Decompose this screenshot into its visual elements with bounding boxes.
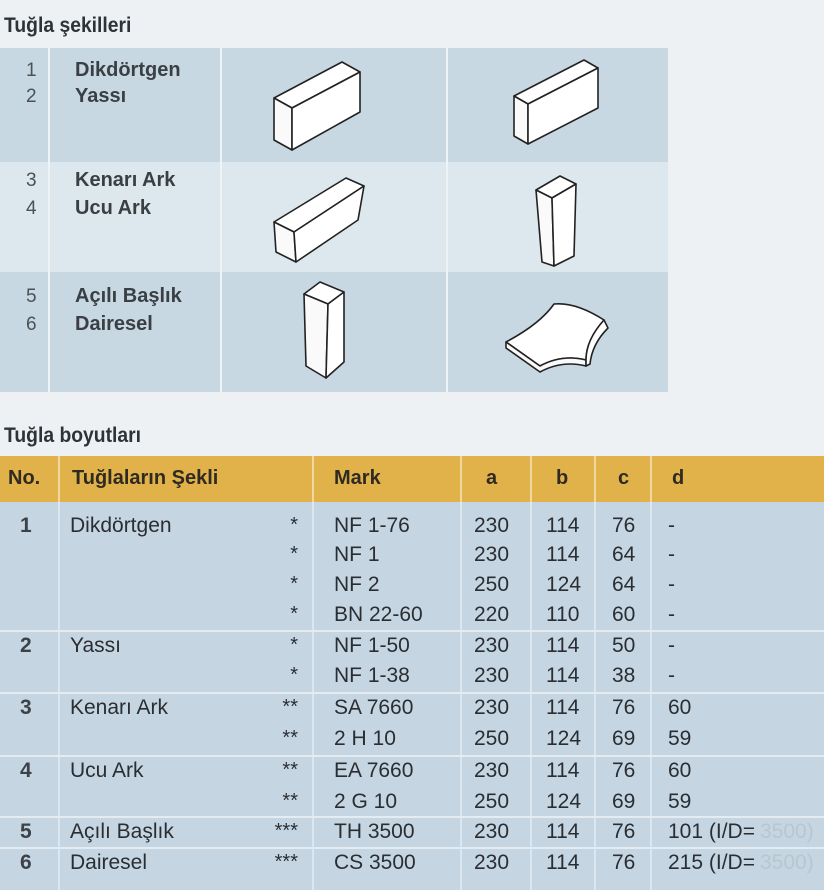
- cell-b: 114: [546, 820, 580, 843]
- cell-mark: 2 H 10: [334, 727, 396, 750]
- cell-no: 2: [20, 634, 32, 657]
- cell-d-faded: 3500): [760, 851, 814, 874]
- divider: [312, 456, 314, 502]
- column-header-no: No.: [8, 467, 41, 489]
- shape-label: Açılı Başlık: [75, 285, 182, 307]
- shape-number: 1: [26, 60, 37, 81]
- cell-d: 60: [668, 759, 692, 782]
- cell-c: 50: [612, 634, 636, 657]
- cell-a: 250: [474, 573, 510, 596]
- shape-label: Dairesel: [75, 313, 153, 335]
- cell-stars: *: [290, 603, 298, 625]
- cell-d: -: [668, 634, 675, 657]
- cell-a: 230: [474, 634, 510, 657]
- cell-mark: NF 1-76: [334, 514, 410, 537]
- cell-c: 76: [612, 696, 636, 719]
- divider: [530, 502, 532, 890]
- cell-no: 4: [20, 759, 32, 782]
- table-header: [0, 456, 824, 502]
- cell-stars: *: [290, 543, 298, 565]
- column-header-shape: Tuğlaların Şekli: [72, 467, 219, 489]
- cell-b: 114: [546, 514, 580, 537]
- cell-a: 250: [474, 727, 510, 750]
- cell-c: 69: [612, 790, 636, 813]
- cell-c: 60: [612, 603, 636, 626]
- cell-d: 59: [668, 790, 692, 813]
- divider: [58, 502, 60, 890]
- cell-d: 101 (I/D=: [668, 820, 755, 843]
- shape-number: 2: [26, 86, 37, 107]
- cell-a: 230: [474, 664, 510, 687]
- cell-b: 124: [546, 790, 582, 813]
- cell-no: 6: [20, 851, 32, 874]
- cell-c: 69: [612, 727, 636, 750]
- divider: [446, 48, 448, 392]
- table-body: [0, 502, 824, 890]
- side-arch-brick-illustration: [268, 170, 372, 270]
- cell-mark: NF 2: [334, 573, 380, 596]
- cell-b: 114: [546, 759, 580, 782]
- cell-d: -: [668, 514, 675, 537]
- cell-d: -: [668, 664, 675, 687]
- cell-mark: BN 22-60: [334, 603, 423, 626]
- shape-number: 3: [26, 170, 37, 191]
- shape-number: 5: [26, 286, 37, 307]
- cell-c: 76: [612, 851, 636, 874]
- cell-mark: EA 7660: [334, 759, 414, 782]
- cell-d: -: [668, 543, 675, 566]
- cell-stars: **: [282, 790, 298, 812]
- shape-label: Yassı: [75, 85, 127, 107]
- cell-a: 230: [474, 759, 510, 782]
- row-divider: [0, 847, 824, 849]
- cell-a: 230: [474, 851, 510, 874]
- section-title-shapes: Tuğla şekilleri: [4, 14, 132, 37]
- cell-stars: *: [290, 664, 298, 686]
- cell-a: 250: [474, 790, 510, 813]
- cell-a: 220: [474, 603, 510, 626]
- cell-mark: NF 1-38: [334, 664, 410, 687]
- divider: [594, 502, 596, 890]
- cell-b: 110: [546, 603, 580, 626]
- divider: [530, 456, 532, 502]
- cell-b: 114: [546, 543, 580, 566]
- cell-shape: Dikdörtgen: [70, 514, 172, 537]
- cell-shape: Kenarı Ark: [70, 696, 169, 719]
- cell-mark: SA 7660: [334, 696, 414, 719]
- cell-no: 5: [20, 820, 32, 843]
- cell-b: 114: [546, 634, 580, 657]
- cell-stars: *: [290, 573, 298, 595]
- divider: [58, 456, 60, 502]
- end-arch-brick-illustration: [528, 172, 588, 272]
- divider: [594, 456, 596, 502]
- column-header-d: d: [672, 467, 685, 489]
- shape-label: Ucu Ark: [75, 197, 151, 219]
- cell-stars: **: [282, 727, 298, 749]
- cell-a: 230: [474, 696, 510, 719]
- cell-d: -: [668, 573, 675, 596]
- cell-no: 3: [20, 696, 32, 719]
- divider: [460, 502, 462, 890]
- row-divider: [0, 630, 824, 632]
- rectangular-brick-illustration: [268, 56, 368, 166]
- divider: [220, 48, 222, 392]
- cell-c: 64: [612, 543, 636, 566]
- column-header-mark: Mark: [334, 467, 381, 489]
- cell-shape: Açılı Başlık: [70, 820, 174, 843]
- shape-number: 6: [26, 314, 37, 335]
- cell-a: 230: [474, 820, 510, 843]
- cell-shape: Dairesel: [70, 851, 148, 874]
- cell-mark: NF 1-50: [334, 634, 410, 657]
- column-header-b: b: [556, 467, 569, 489]
- cell-c: 76: [612, 514, 636, 537]
- divider: [312, 502, 314, 890]
- cell-d-faded: 3500): [760, 820, 814, 843]
- cell-d: 59: [668, 727, 692, 750]
- divider: [650, 456, 652, 502]
- cell-shape: Yassı: [70, 634, 121, 657]
- cell-c: 38: [612, 664, 636, 687]
- cell-mark: TH 3500: [334, 820, 415, 843]
- cell-a: 230: [474, 514, 510, 537]
- section-title-dimensions: Tuğla boyutları: [4, 424, 142, 447]
- row-divider: [0, 816, 824, 818]
- cell-a: 230: [474, 543, 510, 566]
- cell-b: 124: [546, 727, 582, 750]
- cell-c: 76: [612, 759, 636, 782]
- cell-b: 114: [546, 851, 580, 874]
- cell-d: 215 (I/D=: [668, 851, 755, 874]
- column-header-c: c: [618, 467, 630, 489]
- cell-d: 60: [668, 696, 692, 719]
- cell-mark: NF 1: [334, 543, 380, 566]
- cell-stars: *: [290, 634, 298, 656]
- cell-b: 114: [546, 696, 580, 719]
- cell-d: -: [668, 603, 675, 626]
- circular-brick-illustration: [500, 280, 620, 380]
- flat-brick-illustration: [508, 56, 608, 166]
- cell-c: 64: [612, 573, 636, 596]
- column-header-a: a: [486, 467, 498, 489]
- divider: [460, 456, 462, 502]
- angled-header-brick-illustration: [296, 278, 356, 384]
- shape-label: Kenarı Ark: [75, 169, 176, 191]
- cell-b: 114: [546, 664, 580, 687]
- cell-stars: ***: [274, 851, 298, 873]
- cell-mark: 2 G 10: [334, 790, 398, 813]
- cell-mark: CS 3500: [334, 851, 416, 874]
- row-divider: [0, 755, 824, 757]
- shape-number: 4: [26, 198, 37, 219]
- cell-c: 76: [612, 820, 636, 843]
- cell-stars: ***: [274, 820, 298, 842]
- shape-label: Dikdörtgen: [75, 59, 181, 81]
- cell-stars: *: [290, 514, 298, 536]
- cell-stars: **: [282, 696, 298, 718]
- divider: [650, 502, 652, 890]
- cell-shape: Ucu Ark: [70, 759, 144, 782]
- cell-no: 1: [20, 514, 32, 537]
- cell-b: 124: [546, 573, 582, 596]
- shapes-grid: [0, 48, 824, 392]
- row-divider: [0, 692, 824, 694]
- divider: [48, 48, 50, 392]
- cell-stars: **: [282, 759, 298, 781]
